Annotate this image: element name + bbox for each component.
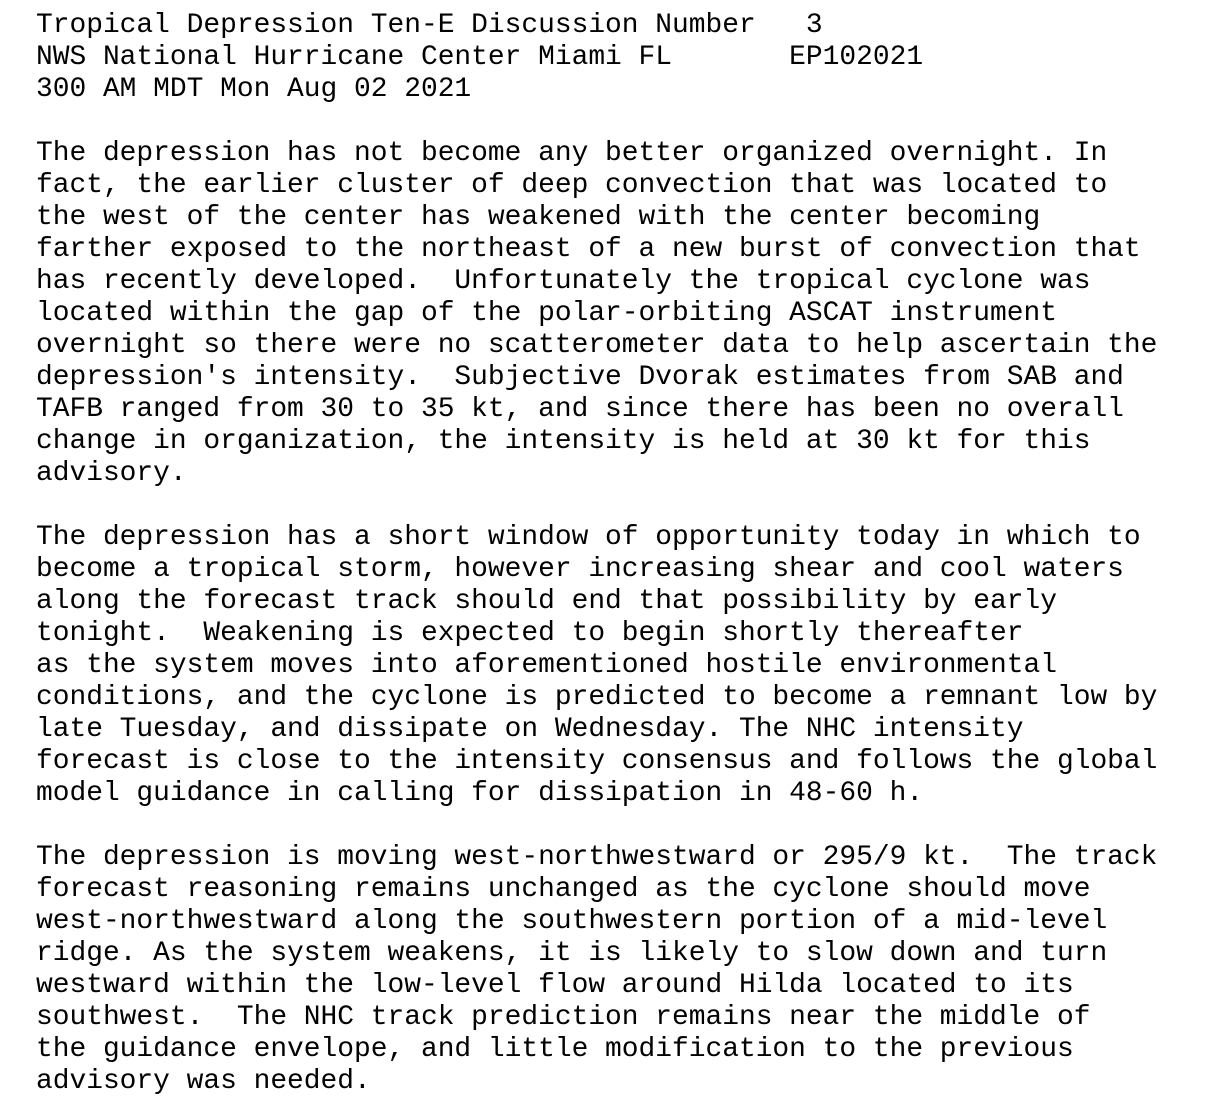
header-issuance-time: 300 AM MDT Mon Aug 02 2021 [36, 74, 472, 105]
header-title-line: Tropical Depression Ten-E Discussion Number 3 [36, 10, 823, 41]
header-office-line: NWS National Hurricane Center Miami FL EP102021 [36, 42, 924, 73]
discussion-header [36, 10, 923, 106]
discussion-paragraph-track: The depression is moving west-northwestward or 295/9 kt. The track forecast reasoning remains unchanged as the cyclone should move west-northwestward along the southwestern portion of a mid-level ridge. As the system weakens, it is likely to slow down and turn westward within the low-level flow around Hilda located to its southwest. The NHC track prediction remains near the middle of the guidance envelope, and little modification to the previous advisory was needed. [36, 842, 1158, 1097]
discussion-paragraph-forecast: The depression has a short window of opportunity today in which to become a tropical storm, however increasing shear and cool waters along the forecast track should end that possibility by early tonight. Weakening is expected to begin shortly thereafter as the system moves into aforementioned hostile environmental conditions, and the cyclone is predicted to become a remnant low by late Tuesday, and dissipate on Wednesday. The NHC intensity forecast is close to the intensity consensus and follows the global model guidance in calling for dissipation in 48-60 h. [36, 522, 1158, 809]
discussion-paragraph-intensity: The depression has not become any better organized overnight. In fact, the earlier cluster of deep convection that was located to the west of the center has weakened with the center becoming farther exposed to the northeast of a new burst of convection that has recently developed. Unfortunately the tropical cyclone was located within the gap of the polar-orbiting ASCAT instrument overnight so there were no scatterometer data to help ascertain the depression's intensity. Subjective Dvorak estimates from SAB and TAFB ranged from 30 to 35 kt, and since there has been no overall change in organization, the intensity is held at 30 kt for this advisory. [36, 138, 1158, 489]
